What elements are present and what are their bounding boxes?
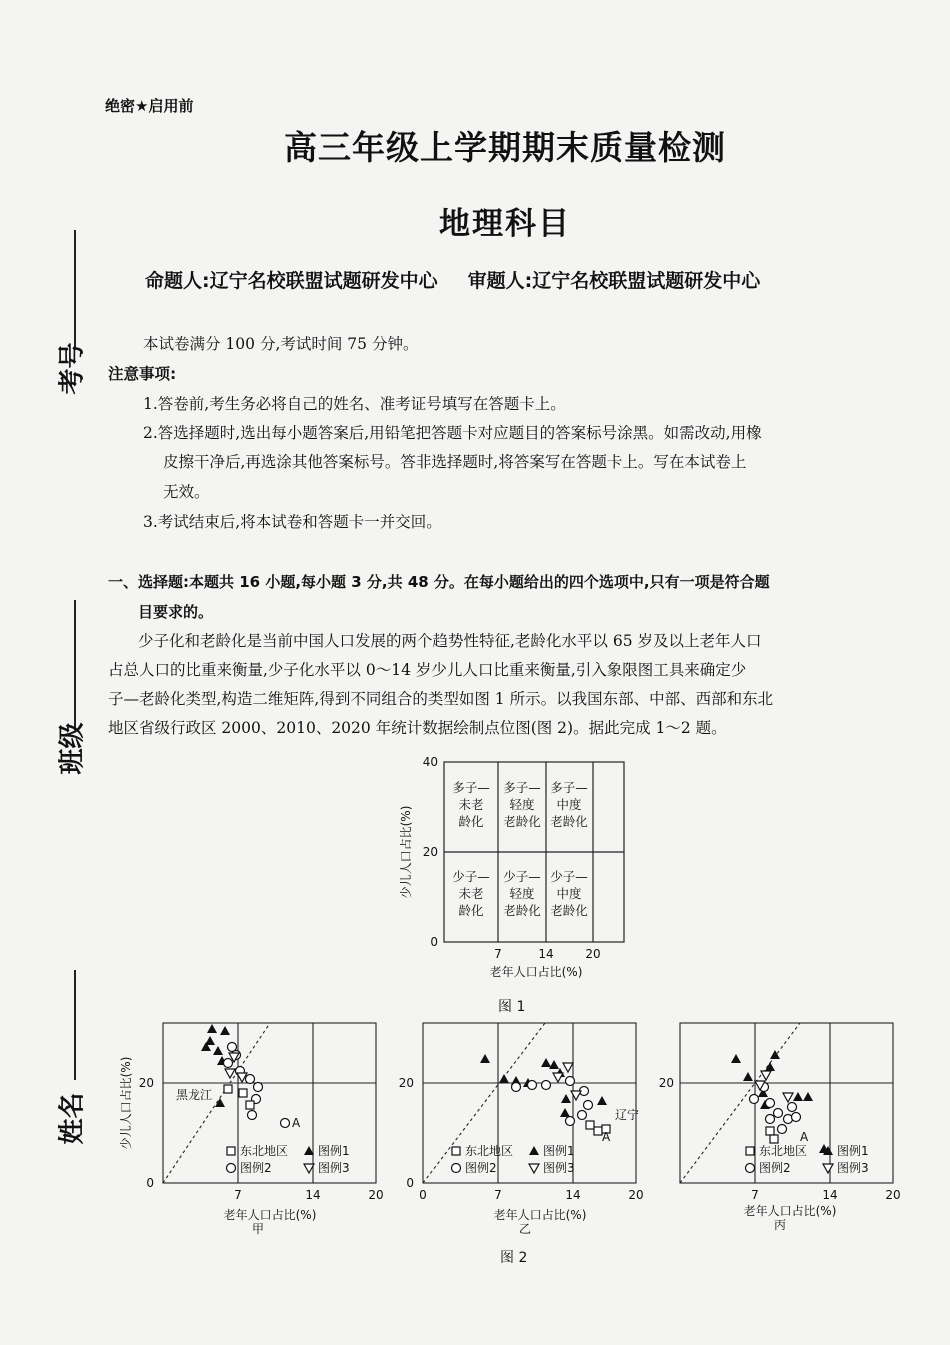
reviewer: 审题人:辽宁名校联盟试题研发中心: [467, 270, 761, 292]
figure-2-chart: [110, 1015, 910, 1245]
para-line-1: 少子化和老龄化是当前中国人口发展的两个趋势性特征,老龄化水平以 65 岁及以上老年人口: [138, 632, 762, 650]
bing-xtick-14: 14: [822, 1188, 838, 1202]
yi-xtick-20: 20: [628, 1188, 644, 1202]
fig1-ytick-0: 0: [430, 935, 438, 949]
panel-yi: [399, 1023, 644, 1236]
bing-xtick-7: 7: [751, 1188, 759, 1202]
yi-label-a: A: [602, 1130, 611, 1144]
bing-x-axis-label: 老年人口占比(%): [743, 1204, 837, 1218]
fig1-cell-bot-3-l2: 中度: [556, 886, 582, 901]
para-line-2: 占总人口的比重来衡量,少子化水平以 0～14 岁少儿人口比重来衡量,引入象限图工具来确定少: [108, 661, 747, 679]
svg-text:图例3: 图例3: [543, 1161, 575, 1175]
svg-text:图例1: 图例1: [543, 1144, 575, 1158]
jia-xtick-14: 14: [305, 1188, 321, 1202]
svg-text:图例1: 图例1: [318, 1144, 350, 1158]
figure-1-caption: 图 1: [498, 999, 526, 1015]
jia-ytick-0: 0: [146, 1176, 154, 1190]
notice-item-2: 2.答选择题时,选出每小题答案后,用铅笔把答题卡对应题目的答案标号涂黑。如需改动,用橡: [143, 424, 762, 442]
name-line: [74, 970, 76, 1080]
fig1-ytick-20: 20: [422, 845, 438, 859]
fig1-cell-bot-2-l2: 轻度: [509, 886, 535, 901]
exam-title: 高三年级上学期期末质量检测: [284, 128, 726, 167]
svg-text:东北地区: 东北地区: [759, 1144, 808, 1158]
fig1-cell-top-3-l1: 多子—: [550, 780, 588, 795]
panel-jia: [118, 1023, 384, 1236]
fig1-cell-top-2-l1: 多子—: [503, 780, 541, 795]
svg-text:图例2: 图例2: [240, 1161, 272, 1175]
class-label: 班级: [57, 722, 88, 775]
score-line: 本试卷满分 100 分,考试时间 75 分钟。: [143, 335, 419, 353]
fig1-xtick-14: 14: [538, 947, 554, 961]
svg-text:东北地区: 东北地区: [465, 1144, 514, 1158]
yi-panel-name: 乙: [518, 1222, 532, 1236]
bing-label-a: A: [800, 1130, 809, 1144]
svg-text:图例3: 图例3: [318, 1161, 350, 1175]
fig1-cell-bot-2-l3: 老龄化: [503, 903, 541, 918]
jia-x-axis-label: 老年人口占比(%): [223, 1208, 317, 1222]
jia-y-axis-label: 少儿人口占比(%): [119, 1056, 133, 1150]
fig1-cell-top-1-l2: 未老: [458, 797, 484, 812]
svg-text:图例1: 图例1: [837, 1144, 869, 1158]
exam-number-line: [74, 230, 76, 350]
notice-item-3: 3.考试结束后,将本试卷和答题卡一并交回。: [143, 513, 442, 531]
section-heading-cont: 目要求的。: [138, 603, 214, 621]
fig1-cell-bot-2-l1: 少子—: [503, 869, 541, 884]
jia-xtick-7: 7: [234, 1188, 242, 1202]
bing-legend: [746, 1143, 869, 1175]
jia-ytick-20: 20: [138, 1076, 154, 1090]
para-line-4: 地区省级行政区 2000、2010、2020 年统计数据绘制点位图(图 2)。据此完成 1～2 题。: [108, 719, 727, 737]
figure-2-caption: 图 2: [500, 1250, 528, 1266]
bing-ytick-20: 20: [658, 1076, 674, 1090]
fig1-xtick-20: 20: [585, 947, 601, 961]
section-heading: 一、选择题:本题共 16 小题,每小题 3 分,共 48 分。在每小题给出的四个选项中,只有一项是符合题: [108, 573, 770, 591]
jia-markers: [201, 1024, 290, 1128]
fig1-cell-bot-1-l2: 未老: [458, 886, 484, 901]
yi-legend: [452, 1143, 575, 1175]
fig1-cell-top-3-l2: 中度: [556, 797, 582, 812]
fig1-cell-bot-3-l1: 少子—: [550, 869, 588, 884]
jia-label-heilongjiang: 黑龙江: [176, 1088, 213, 1102]
svg-text:东北地区: 东北地区: [240, 1144, 289, 1158]
fig1-cell-bot-1-l3: 龄化: [458, 903, 484, 918]
yi-xtick-7: 7: [494, 1188, 502, 1202]
jia-panel-name: 甲: [251, 1222, 265, 1236]
yi-x-axis-label: 老年人口占比(%): [493, 1208, 587, 1222]
jia-label-a: A: [292, 1116, 301, 1130]
bing-markers: [731, 1050, 829, 1153]
authors-line: [145, 266, 760, 293]
para-line-3: 子—老龄化类型,构造二维矩阵,得到不同组合的类型如图 1 所示。以我国东部、中部、西部和东北: [108, 690, 774, 708]
author: 命题人:辽宁名校联盟试题研发中心: [145, 270, 438, 292]
exam-number-label: 考号: [57, 342, 88, 395]
jia-legend: [227, 1143, 350, 1175]
svg-text:图例2: 图例2: [759, 1161, 791, 1175]
yi-ytick-20: 20: [398, 1076, 414, 1090]
yi-label-liaoning: 辽宁: [615, 1108, 640, 1122]
notice-item-1: 1.答卷前,考生务必将自己的姓名、准考证号填写在答题卡上。: [143, 395, 566, 413]
fig1-cell-bot-3-l3: 老龄化: [550, 903, 588, 918]
jia-xtick-20: 20: [368, 1188, 384, 1202]
bing-xtick-20: 20: [885, 1188, 901, 1202]
fig1-xtick-7: 7: [494, 947, 502, 961]
fig1-y-axis-label: 少儿人口占比(%): [399, 805, 413, 899]
yi-xtick-0: 0: [419, 1188, 427, 1202]
fig1-ytick-40: 40: [422, 755, 438, 769]
fig1-cell-top-1-l3: 龄化: [458, 814, 484, 829]
yi-markers: [480, 1054, 610, 1135]
figure-1-chart: [390, 750, 640, 990]
notice-item-2-cont: 皮擦干净后,再选涂其他答案标号。答非选择题时,将答案写在答题卡上。写在本试卷上: [163, 453, 747, 471]
subject-title: 地理科目: [439, 206, 571, 242]
fig1-cell-top-1-l1: 多子—: [452, 780, 490, 795]
fig1-cell-bot-1-l1: 少子—: [452, 869, 490, 884]
svg-text:图例3: 图例3: [837, 1161, 869, 1175]
yi-ytick-0: 0: [406, 1176, 414, 1190]
fig1-cell-top-2-l2: 轻度: [509, 797, 535, 812]
name-label: 姓名: [57, 1092, 88, 1145]
secret-mark: 绝密★启用前: [105, 97, 194, 115]
bing-panel-name: 丙: [773, 1218, 787, 1232]
panel-bing: [659, 1023, 901, 1232]
notice-item-2-end: 无效。: [163, 483, 210, 501]
svg-text:图例2: 图例2: [465, 1161, 497, 1175]
notice-title: 注意事项:: [108, 365, 177, 383]
yi-xtick-14: 14: [565, 1188, 581, 1202]
class-line: [74, 600, 76, 730]
fig1-cell-top-3-l3: 老龄化: [550, 814, 588, 829]
fig1-x-axis-label: 老年人口占比(%): [489, 965, 583, 979]
fig1-cell-top-2-l3: 老龄化: [503, 814, 541, 829]
